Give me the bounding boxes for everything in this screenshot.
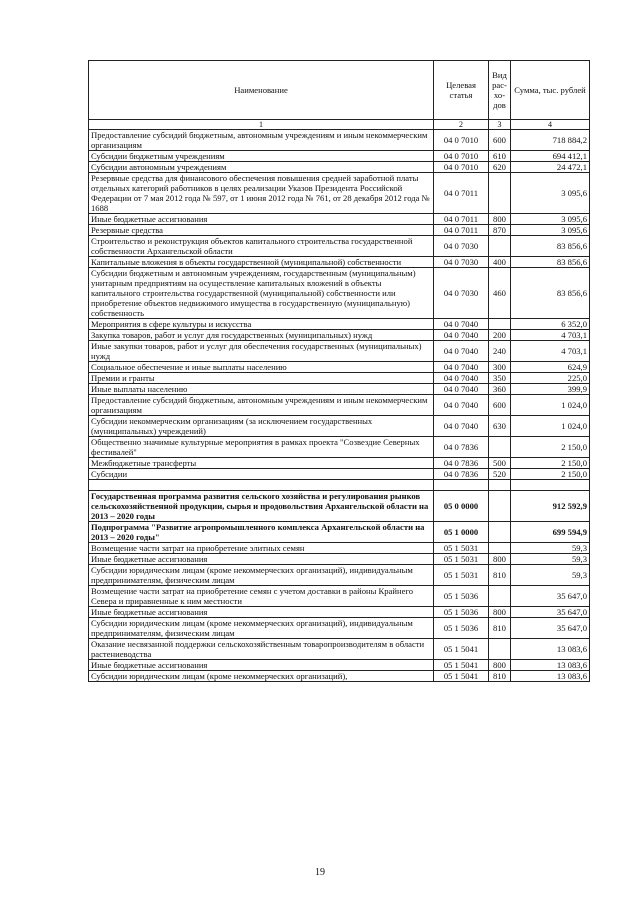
row-vid — [489, 522, 511, 543]
row-vid: 600 — [489, 395, 511, 416]
row-name: Общественно значимые культурные мероприятия в рамках проекта "Созвездие Северных фестивалей" — [89, 437, 434, 458]
row-vid — [489, 173, 511, 214]
row-name: Резервные средства для финансового обеспечения повышения средней заработной платы отдельных категорий работников в целях реализации Указов Президента Российской Федерации от 7 мая 2012 года № 597, от 1 июня 2012 года № 761, от 28 декабря 2012 года № 1688 — [89, 173, 434, 214]
row-amount: 6 352,0 — [511, 319, 590, 330]
row-amount: 35 647,0 — [511, 607, 590, 618]
row-amount: 1 024,0 — [511, 395, 590, 416]
table-row — [89, 130, 590, 151]
row-code: 04 0 7040 — [434, 341, 489, 362]
table-row — [89, 618, 590, 639]
row-vid: 350 — [489, 373, 511, 384]
row-name: Мероприятия в сфере культуры и искусства — [89, 319, 434, 330]
row-amount: 13 083,6 — [511, 639, 590, 660]
table-row — [89, 586, 590, 607]
row-amount: 59,3 — [511, 565, 590, 586]
row-vid — [489, 491, 511, 522]
row-code: 04 0 7040 — [434, 416, 489, 437]
column-number-row — [89, 120, 590, 130]
table-row — [89, 416, 590, 437]
row-name: Субсидии — [89, 469, 434, 480]
table-row — [89, 522, 590, 543]
row-amount: 2 150,0 — [511, 437, 590, 458]
row-vid: 870 — [489, 225, 511, 236]
row-name: Иные бюджетные ассигнования — [89, 607, 434, 618]
table-row — [89, 214, 590, 225]
row-vid: 400 — [489, 257, 511, 268]
row-code: 04 0 7040 — [434, 319, 489, 330]
table-row — [89, 671, 590, 682]
row-vid: 810 — [489, 671, 511, 682]
table-row — [89, 257, 590, 268]
row-vid: 600 — [489, 130, 511, 151]
row-vid: 800 — [489, 214, 511, 225]
page-number: 19 — [315, 867, 325, 878]
row-vid: 200 — [489, 330, 511, 341]
row-name: Иные бюджетные ассигнования — [89, 554, 434, 565]
row-vid: 520 — [489, 469, 511, 480]
row-code: 05 0 0000 — [434, 491, 489, 522]
row-code: 04 0 7010 — [434, 151, 489, 162]
table-row — [89, 565, 590, 586]
header-vid: Вид рас- хо- дов — [489, 61, 511, 120]
row-name: Резервные средства — [89, 225, 434, 236]
row-name: Премии и гранты — [89, 373, 434, 384]
table-header-row — [89, 61, 590, 120]
row-vid — [489, 319, 511, 330]
row-amount: 59,3 — [511, 543, 590, 554]
row-code: 05 1 5036 — [434, 618, 489, 639]
row-name: Предоставление субсидий бюджетным, автономным учреждениям и иным некоммерческим организациям — [89, 130, 434, 151]
row-amount: 3 095,6 — [511, 214, 590, 225]
row-name: Иные бюджетные ассигнования — [89, 214, 434, 225]
row-amount: 225,0 — [511, 373, 590, 384]
table-row — [89, 341, 590, 362]
row-name: Оказание несвязанной поддержки сельскохозяйственным товаропроизводителям в области растениеводства — [89, 639, 434, 660]
row-code: 05 1 5036 — [434, 607, 489, 618]
column-number: 1 — [89, 120, 434, 130]
row-code: 05 1 5031 — [434, 543, 489, 554]
column-number: 2 — [434, 120, 489, 130]
row-name: Иные бюджетные ассигнования — [89, 660, 434, 671]
row-vid: 800 — [489, 607, 511, 618]
row-vid — [489, 543, 511, 554]
row-name: Иные закупки товаров, работ и услуг для обеспечения государственных (муниципальных) нужд — [89, 341, 434, 362]
row-code: 04 0 7011 — [434, 225, 489, 236]
row-vid: 240 — [489, 341, 511, 362]
row-code: 04 0 7836 — [434, 437, 489, 458]
row-amount: 4 703,1 — [511, 341, 590, 362]
row-name: Строительство и реконструкция объектов капитального строительства государственной собственности Архангельской области — [89, 236, 434, 257]
row-vid — [489, 586, 511, 607]
row-name: Субсидии юридическим лицам (кроме некоммерческих организаций), индивидуальным предпринимателям, физическим лицам — [89, 565, 434, 586]
row-amount: 399,9 — [511, 384, 590, 395]
table-row — [89, 236, 590, 257]
row-code: 05 1 5031 — [434, 565, 489, 586]
table-row — [89, 469, 590, 480]
row-amount: 59,3 — [511, 554, 590, 565]
row-code: 05 1 5036 — [434, 586, 489, 607]
row-vid: 300 — [489, 362, 511, 373]
row-amount: 3 095,6 — [511, 225, 590, 236]
row-name: Предоставление субсидий бюджетным, автономным учреждениям и иным некоммерческим организациям — [89, 395, 434, 416]
row-amount: 35 647,0 — [511, 618, 590, 639]
column-number: 3 — [489, 120, 511, 130]
row-vid: 500 — [489, 458, 511, 469]
row-code: 04 0 7040 — [434, 330, 489, 341]
table-row — [89, 607, 590, 618]
table-row — [89, 373, 590, 384]
table-row — [89, 554, 590, 565]
row-amount: 4 703,1 — [511, 330, 590, 341]
row-vid: 360 — [489, 384, 511, 395]
table-row — [89, 543, 590, 554]
header-article: Целевая статья — [434, 61, 489, 120]
row-name: Субсидии некоммерческим организациям (за исключением государственных (муниципальных) учреждений) — [89, 416, 434, 437]
row-vid: 630 — [489, 416, 511, 437]
budget-table — [88, 60, 590, 682]
row-vid: 620 — [489, 162, 511, 173]
row-code: 04 0 7030 — [434, 236, 489, 257]
row-vid — [489, 639, 511, 660]
row-code: 04 0 7030 — [434, 257, 489, 268]
row-code: 04 0 7011 — [434, 214, 489, 225]
row-code: 05 1 5041 — [434, 639, 489, 660]
row-vid: 460 — [489, 268, 511, 319]
table-row — [89, 491, 590, 522]
table-row — [89, 639, 590, 660]
row-code: 05 1 0000 — [434, 522, 489, 543]
row-amount: 83 856,6 — [511, 236, 590, 257]
row-amount: 694 412,1 — [511, 151, 590, 162]
table-row — [89, 151, 590, 162]
table-row — [89, 362, 590, 373]
row-code: 04 0 7030 — [434, 268, 489, 319]
row-name: Межбюджетные трансферты — [89, 458, 434, 469]
header-sum: Сумма, тыс. рублей — [511, 61, 590, 120]
row-code: 04 0 7836 — [434, 458, 489, 469]
table-row — [89, 395, 590, 416]
row-code: 05 1 5031 — [434, 554, 489, 565]
row-vid — [489, 236, 511, 257]
row-vid: 810 — [489, 618, 511, 639]
table-row — [89, 330, 590, 341]
row-code: 04 0 7040 — [434, 384, 489, 395]
row-amount: 35 647,0 — [511, 586, 590, 607]
row-vid — [489, 437, 511, 458]
row-name: Капитальные вложения в объекты государственной (муниципальной) собственности — [89, 257, 434, 268]
row-vid: 810 — [489, 565, 511, 586]
row-name: Субсидии бюджетным учреждениям — [89, 151, 434, 162]
row-code: 05 1 5041 — [434, 671, 489, 682]
row-name: Государственная программа развития сельского хозяйства и регулирования рынков сельскохозяйственной продукции, сырья и продовольствия Архангельской области на 2013 – 2020 годы — [89, 491, 434, 522]
row-name: Возмещение части затрат на приобретение семян с учетом доставки в районы Крайнего Севера и приравненные к ним местности — [89, 586, 434, 607]
row-amount: 2 150,0 — [511, 458, 590, 469]
column-number: 4 — [511, 120, 590, 130]
table-row — [89, 319, 590, 330]
table-row — [89, 225, 590, 236]
row-code: 04 0 7040 — [434, 373, 489, 384]
row-amount: 1 024,0 — [511, 416, 590, 437]
row-name: Субсидии бюджетным и автономным учреждениям, государственным (муниципальным) унитарным предприятиям на осуществление капитальных вложений в объекты капитального строительства государственной (муниципальной) собственности или приобретение объектов недвижимого имущества в государственную (муниципальную) собственность — [89, 268, 434, 319]
row-name: Субсидии автономным учреждениям — [89, 162, 434, 173]
table-row — [89, 173, 590, 214]
row-code: 04 0 7836 — [434, 469, 489, 480]
table-row — [89, 162, 590, 173]
row-name: Социальное обеспечение и иные выплаты населению — [89, 362, 434, 373]
row-vid: 800 — [489, 660, 511, 671]
row-amount: 83 856,6 — [511, 268, 590, 319]
row-amount: 83 856,6 — [511, 257, 590, 268]
row-code: 05 1 5041 — [434, 660, 489, 671]
table-body — [89, 130, 590, 682]
row-name: Субсидии юридическим лицам (кроме некоммерческих организаций), — [89, 671, 434, 682]
table-row — [89, 384, 590, 395]
row-name: Субсидии юридическим лицам (кроме некоммерческих организаций), индивидуальным предпринимателям, физическим лицам — [89, 618, 434, 639]
row-name: Иные выплаты населению — [89, 384, 434, 395]
spacer-cell — [434, 480, 489, 491]
row-amount: 3 095,6 — [511, 173, 590, 214]
row-amount: 24 472,1 — [511, 162, 590, 173]
row-name: Возмещение части затрат на приобретение элитных семян — [89, 543, 434, 554]
spacer-cell — [89, 480, 434, 491]
row-amount: 718 884,2 — [511, 130, 590, 151]
spacer-cell — [489, 480, 511, 491]
table-spacer-row — [89, 480, 590, 491]
row-vid: 610 — [489, 151, 511, 162]
row-code: 04 0 7040 — [434, 362, 489, 373]
table-row — [89, 660, 590, 671]
row-amount: 13 083,6 — [511, 660, 590, 671]
header-name: Наименование — [89, 61, 434, 120]
spacer-cell — [511, 480, 590, 491]
row-amount: 13 083,6 — [511, 671, 590, 682]
row-vid: 800 — [489, 554, 511, 565]
row-code: 04 0 7040 — [434, 395, 489, 416]
row-amount: 699 594,9 — [511, 522, 590, 543]
row-code: 04 0 7011 — [434, 173, 489, 214]
row-code: 04 0 7010 — [434, 162, 489, 173]
row-code: 04 0 7010 — [434, 130, 489, 151]
table-row — [89, 437, 590, 458]
row-amount: 624,9 — [511, 362, 590, 373]
row-amount: 912 592,9 — [511, 491, 590, 522]
row-name: Закупка товаров, работ и услуг для государственных (муниципальных) нужд — [89, 330, 434, 341]
table-row — [89, 458, 590, 469]
row-name: Подпрограмма "Развитие агропромышленного комплекса Архангельской области на 2013 – 2020 годы" — [89, 522, 434, 543]
row-amount: 2 150,0 — [511, 469, 590, 480]
table-row — [89, 268, 590, 319]
